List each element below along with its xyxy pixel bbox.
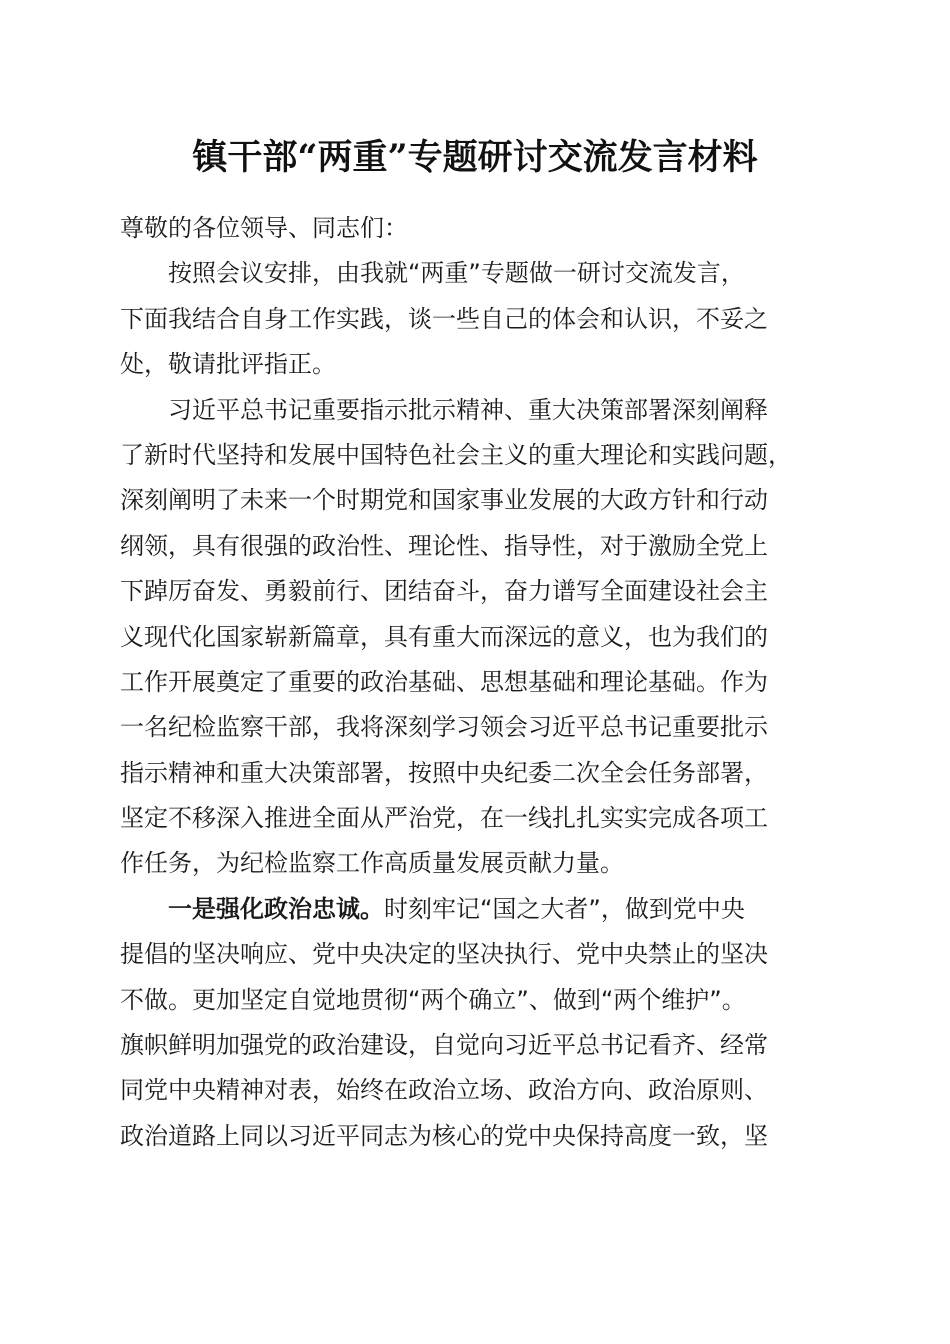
paragraph-line: 深刻阐明了未来一个时期党和国家事业发展的大政方针和行动 [120,486,768,515]
paragraph-line: 下踔厉奋发、勇毅前行、团结奋斗，奋力谱写全面建设社会主 [120,577,768,606]
document-body [120,206,838,1159]
paragraph-line: 作任务，为纪检监察工作高质量发展贡献力量。 [120,849,624,878]
paragraph-line-rest: 时刻牢记“国之大者”，做到党中央 [384,894,745,923]
paragraph-line: 同党中央精神对表，始终在政治立场、政治方向、政治原则、 [120,1076,768,1105]
document-title: 镇干部“两重”专题研讨交流发言材料 [192,137,758,178]
paragraph-line: 不做。更加坚定自觉地贯彻“两个确立”、做到“两个维护”。 [120,985,746,1014]
paragraph-line: 指示精神和重大决策部署，按照中央纪委二次全会任务部署， [120,758,768,787]
paragraph-line: 政治道路上同以习近平同志为核心的党中央保持高度一致，坚 [120,1121,768,1150]
paragraph-line: 按照会议安排，由我就“两重”专题做一研讨交流发言， [168,259,745,288]
salutation: 尊敬的各位领导、同志们： [120,214,408,242]
paragraph-line [120,887,838,932]
paragraph-line: 纲领，具有很强的政治性、理论性、指导性，对于激励全党上 [120,531,768,560]
paragraph-line: 习近平总书记重要指示批示精神、重大决策部署深刻阐释 [168,395,768,424]
paragraph-line: 坚定不移深入推进全面从严治党，在一线扎扎实实完成各项工 [120,804,768,833]
paragraph-line: 了新时代坚持和发展中国特色社会主义的重大理论和实践问题， [120,440,792,469]
paragraph-line: 下面我结合自身工作实践，谈一些自己的体会和认识，不妥之 [120,304,768,333]
paragraph-line: 义现代化国家崭新篇章，具有重大而深远的意义，也为我们的 [120,622,768,651]
paragraph-line: 工作开展奠定了重要的政治基础、思想基础和理论基础。作为 [120,667,768,696]
paragraph-line: 处，敬请批评指正。 [120,350,336,379]
paragraph-line: 一名纪检监察干部，我将深刻学习领会习近平总书记重要批示 [120,713,768,742]
section-lead-heading: 一是强化政治忠诚。 [168,894,384,923]
paragraph-line: 旗帜鲜明加强党的政治建设，自觉向习近平总书记看齐、经常 [120,1031,768,1060]
paragraph-line: 提倡的坚决响应、党中央决定的坚决执行、党中央禁止的坚决 [120,940,768,969]
